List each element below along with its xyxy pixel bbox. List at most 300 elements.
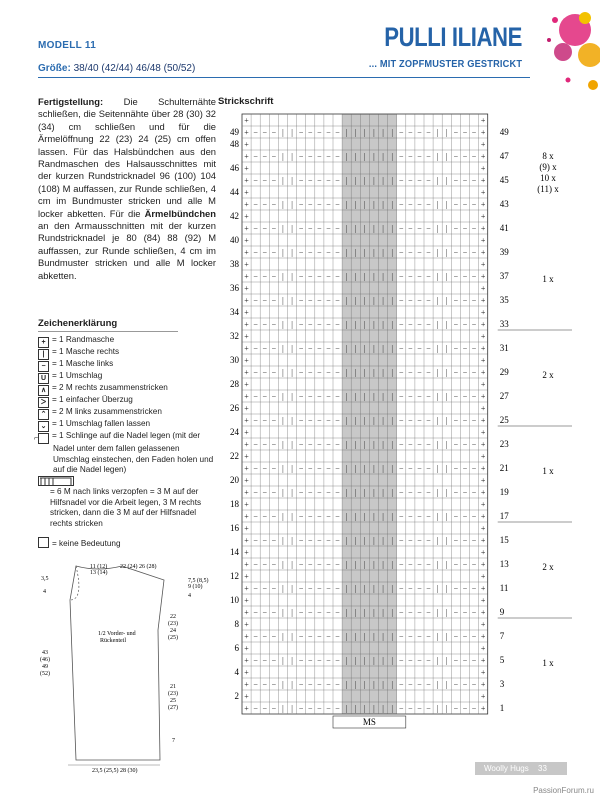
chart-stitch: | — [445, 680, 448, 689]
chart-stitch: + — [244, 176, 249, 185]
chart-stitch: − — [253, 680, 258, 689]
chart-stitch: − — [298, 296, 304, 305]
chart-stitch: | — [282, 368, 284, 377]
chart-stitch: | — [373, 680, 375, 689]
chart-stitch: | — [354, 416, 357, 425]
chart-stitch: − — [453, 152, 459, 161]
chart-stitch: | — [345, 320, 348, 329]
chart-stitch: − — [271, 152, 277, 161]
chart-stitch: − — [271, 320, 277, 329]
chart-stitch: | — [373, 392, 375, 401]
chart-stitch: | — [291, 272, 293, 281]
chart-stitch: − — [408, 632, 413, 641]
chart-stitch: − — [453, 632, 459, 641]
chart-stitch: | — [382, 392, 384, 401]
repeat-label: 1 x — [542, 658, 554, 668]
chart-stitch: − — [335, 632, 340, 641]
chart-stitch: − — [417, 176, 422, 185]
chart-stitch: − — [408, 680, 413, 689]
chart-stitch: + — [480, 680, 486, 689]
chart-stitch: − — [462, 200, 468, 209]
chart-stitch: | — [364, 272, 366, 281]
schematic-right-4: 4 — [188, 593, 191, 599]
chart-stitch: | — [291, 200, 293, 209]
chart-stitch: | — [436, 176, 439, 185]
chart-stitch: | — [354, 704, 357, 713]
chart-stitch: − — [298, 608, 304, 617]
chart-stitch: − — [398, 680, 404, 689]
chart-stitch: | — [373, 416, 375, 425]
yarn-over-icon: U — [38, 373, 49, 384]
chart-stitch: | — [345, 344, 348, 353]
chart-stitch: − — [326, 512, 331, 521]
chart-stitch: − — [262, 344, 268, 353]
chart-stitch: | — [373, 632, 375, 641]
chart-row-label-right: 49 — [499, 127, 509, 137]
chart-stitch: − — [298, 512, 304, 521]
chart-stitch: + — [480, 260, 486, 269]
chart-row-label-right: 11 — [499, 583, 509, 593]
chart-stitch: | — [382, 632, 384, 641]
chart-stitch: + — [244, 128, 249, 137]
chart-stitch: − — [398, 248, 404, 257]
chart-stitch: − — [271, 632, 277, 641]
chart-stitch: − — [426, 320, 431, 329]
chart-stitch: − — [317, 392, 322, 401]
chart-stitch: | — [382, 608, 384, 617]
chart-stitch: − — [307, 296, 313, 305]
chart-stitch: + — [244, 416, 249, 425]
chart-stitch: | — [436, 416, 439, 425]
chart-stitch: | — [445, 296, 448, 305]
chart-stitch: − — [453, 584, 459, 593]
chart-stitch: | — [364, 128, 366, 137]
chart-stitch: + — [480, 644, 486, 653]
chart-stitch: + — [244, 464, 249, 473]
chart-stitch: − — [471, 488, 477, 497]
chart-stitch: − — [417, 464, 422, 473]
chart-stitch: + — [244, 284, 249, 293]
size-label: Größe: — [38, 63, 71, 74]
knitting-chart — [218, 110, 574, 735]
chart-stitch: | — [364, 152, 366, 161]
chart-stitch: − — [262, 200, 268, 209]
chart-stitch: − — [462, 416, 468, 425]
chart-stitch: − — [462, 272, 468, 281]
chart-stitch: | — [382, 584, 384, 593]
chart-stitch: − — [307, 464, 313, 473]
chart-stitch: | — [291, 512, 293, 521]
chart-stitch: + — [244, 332, 249, 341]
legend-item: ᐳ = 1 einfacher Überzug — [38, 395, 216, 408]
chart-stitch: − — [271, 224, 277, 233]
chart-stitch: − — [317, 128, 322, 137]
slip-over-icon: ᐳ — [38, 397, 49, 408]
chart-stitch: − — [253, 320, 258, 329]
chart-stitch: + — [244, 692, 249, 701]
chart-stitch: − — [453, 680, 459, 689]
chart-stitch: − — [307, 536, 313, 545]
chart-stitch: | — [282, 584, 284, 593]
chart-stitch: − — [426, 536, 431, 545]
chart-stitch: − — [253, 608, 258, 617]
chart-stitch: | — [436, 368, 439, 377]
schematic-left-4: 4 — [43, 589, 46, 595]
chart-stitch: | — [436, 224, 439, 233]
chart-stitch: − — [307, 608, 313, 617]
watermark: PassionForum.ru — [533, 786, 594, 795]
chart-row-label-left: 12 — [230, 571, 239, 581]
chart-stitch: − — [426, 464, 431, 473]
chart-stitch: + — [244, 248, 249, 257]
chart-stitch: − — [471, 200, 477, 209]
chart-stitch: − — [317, 200, 322, 209]
chart-stitch: − — [408, 464, 413, 473]
chart-stitch: − — [307, 632, 313, 641]
chart-stitch: + — [244, 380, 249, 389]
chart-stitch: + — [244, 524, 249, 533]
chart-stitch: − — [453, 320, 459, 329]
chart-stitch: − — [307, 440, 313, 449]
chart-stitch: | — [373, 128, 375, 137]
chart-stitch: − — [453, 704, 459, 713]
chart-stitch: − — [426, 200, 431, 209]
chart-row-label-left: 20 — [230, 475, 239, 485]
chart-stitch: | — [282, 704, 284, 713]
chart-stitch: | — [391, 608, 393, 617]
chart-stitch: − — [317, 320, 322, 329]
chart-stitch: − — [326, 608, 331, 617]
chart-stitch: − — [326, 584, 331, 593]
chart-stitch: − — [271, 608, 277, 617]
chart-stitch: − — [471, 584, 477, 593]
chart-stitch: − — [462, 512, 468, 521]
chart-stitch: − — [326, 320, 331, 329]
chart-stitch: + — [480, 500, 486, 509]
chart-stitch: − — [398, 464, 404, 473]
chart-stitch: | — [364, 512, 366, 521]
pattern-title: PULLI ILIANE — [384, 22, 522, 52]
chart-stitch: + — [480, 668, 486, 677]
chart-stitch: − — [307, 656, 313, 665]
chart-stitch: − — [408, 440, 413, 449]
chart-stitch: | — [445, 224, 448, 233]
chart-stitch: | — [373, 152, 375, 161]
chart-stitch: − — [408, 200, 413, 209]
chart-stitch: − — [417, 680, 422, 689]
chart-stitch: | — [354, 464, 357, 473]
chart-stitch: − — [262, 704, 268, 713]
chart-stitch: − — [426, 512, 431, 521]
chart-stitch: + — [480, 296, 486, 305]
chart-stitch: − — [326, 464, 331, 473]
chart-stitch: | — [282, 440, 284, 449]
chart-stitch: | — [373, 440, 375, 449]
chart-stitch: − — [335, 440, 340, 449]
chart-stitch: | — [345, 248, 348, 257]
chart-stitch: + — [480, 476, 486, 485]
chart-stitch: − — [307, 224, 313, 233]
chart-stitch: − — [317, 632, 322, 641]
chart-stitch: | — [373, 608, 375, 617]
chart-stitch: − — [326, 368, 331, 377]
finishing-title: Fertigstellung: — [38, 96, 104, 107]
chart-stitch: − — [417, 632, 422, 641]
chart-stitch: − — [335, 584, 340, 593]
chart-stitch: + — [480, 320, 486, 329]
chart-stitch: − — [453, 344, 459, 353]
chart-stitch: − — [462, 248, 468, 257]
legend-item: ⌐ = 1 Schlinge auf die Nadel legen (mit der Nadel unter dem fallen gelassenen Umschlag einstechen, den Faden holen und auf die Nadel legen) — [33, 431, 214, 474]
chart-stitch: − — [453, 176, 459, 185]
chart-stitch: | — [445, 632, 448, 641]
chart-stitch: | — [364, 344, 366, 353]
chart-stitch: | — [354, 152, 357, 161]
chart-stitch: | — [364, 656, 366, 665]
chart-stitch: − — [271, 536, 277, 545]
chart-stitch: | — [354, 272, 357, 281]
chart-stitch: | — [291, 392, 293, 401]
chart-stitch: − — [417, 560, 422, 569]
repeat-label: 10 x — [540, 173, 556, 183]
chart-stitch: | — [345, 536, 348, 545]
legend-item: − = 1 Masche links — [38, 359, 216, 372]
chart-stitch: + — [480, 512, 486, 521]
purl-stitch-icon: − — [38, 361, 49, 372]
chart-stitch: − — [298, 488, 304, 497]
k2tog-icon: ∧ — [38, 385, 49, 396]
chart-row-label-right: 13 — [499, 559, 509, 569]
chart-stitch: + — [480, 176, 486, 185]
legend-divider — [38, 331, 178, 332]
chart-stitch: − — [317, 560, 322, 569]
chart-stitch: | — [382, 368, 384, 377]
chart-row-label-right: 27 — [499, 391, 509, 401]
chart-stitch: + — [244, 668, 249, 677]
chart-stitch: − — [417, 272, 422, 281]
chart-stitch: | — [373, 296, 375, 305]
chart-stitch: − — [462, 464, 468, 473]
chart-stitch: − — [307, 488, 313, 497]
chart-stitch: | — [391, 512, 393, 521]
chart-stitch: − — [262, 464, 268, 473]
chart-stitch: − — [326, 224, 331, 233]
repeat-label: (9) x — [539, 162, 557, 172]
chart-stitch: | — [345, 464, 348, 473]
chart-stitch: | — [382, 488, 384, 497]
chart-stitch: − — [253, 248, 258, 257]
chart-stitch: | — [445, 200, 448, 209]
chart-stitch: | — [354, 296, 357, 305]
chart-stitch: | — [291, 464, 293, 473]
chart-stitch: − — [326, 632, 331, 641]
chart-row-label-right: 47 — [499, 151, 509, 161]
drop-yo-icon: ⌄ — [38, 421, 49, 432]
chart-stitch: | — [373, 224, 375, 233]
loop-icon: ⌐ — [38, 433, 49, 444]
chart-stitch: | — [391, 344, 393, 353]
chart-stitch: − — [398, 704, 404, 713]
chart-stitch: − — [398, 176, 404, 185]
chart-stitch: | — [445, 536, 448, 545]
chart-stitch: − — [317, 488, 322, 497]
chart-row-label-left: 30 — [230, 355, 239, 365]
chart-stitch: − — [426, 176, 431, 185]
chart-stitch: − — [462, 152, 468, 161]
chart-stitch: + — [480, 248, 486, 257]
chart-stitch: − — [262, 536, 268, 545]
chart-stitch: − — [408, 320, 413, 329]
chart-stitch: | — [391, 392, 393, 401]
chart-stitch: | — [354, 344, 357, 353]
chart-stitch: − — [408, 152, 413, 161]
chart-stitch: − — [262, 440, 268, 449]
chart-stitch: − — [453, 368, 459, 377]
chart-stitch: + — [480, 488, 486, 497]
chart-stitch: + — [244, 596, 249, 605]
chart-row-label-right: 7 — [499, 631, 505, 641]
chart-stitch: | — [364, 464, 366, 473]
chart-stitch: − — [471, 224, 477, 233]
chart-stitch: | — [436, 200, 439, 209]
chart-stitch: + — [244, 236, 249, 245]
chart-stitch: | — [373, 488, 375, 497]
chart-stitch: − — [271, 560, 277, 569]
chart-stitch: − — [317, 176, 322, 185]
chart-stitch: | — [436, 128, 439, 137]
chart-row-label-left: 48 — [230, 139, 239, 149]
chart-stitch: | — [345, 368, 348, 377]
chart-stitch: + — [480, 368, 486, 377]
legend-item: ∧ = 2 M rechts zusammenstricken — [38, 383, 216, 396]
chart-stitch: − — [335, 512, 340, 521]
chart-stitch: | — [282, 680, 284, 689]
chart-row-label-right: 19 — [499, 487, 509, 497]
chart-stitch: + — [244, 152, 249, 161]
chart-stitch: − — [298, 416, 304, 425]
chart-stitch: + — [244, 308, 249, 317]
chart-stitch: + — [480, 620, 486, 629]
chart-stitch: − — [426, 656, 431, 665]
chart-stitch: + — [244, 476, 249, 485]
chart-stitch: + — [244, 644, 249, 653]
chart-row-label-right: 25 — [499, 415, 509, 425]
chart-stitch: | — [373, 584, 375, 593]
chart-stitch: − — [398, 536, 404, 545]
chart-stitch: | — [282, 656, 284, 665]
chart-stitch: − — [398, 152, 404, 161]
chart-stitch: | — [345, 512, 348, 521]
chart-stitch: | — [436, 296, 439, 305]
chart-stitch: | — [436, 320, 439, 329]
chart-stitch: − — [426, 680, 431, 689]
chart-stitch: | — [382, 272, 384, 281]
chart-stitch: | — [445, 464, 448, 473]
chart-stitch: − — [426, 368, 431, 377]
repeat-label: 2 x — [542, 370, 554, 380]
chart-stitch: | — [373, 368, 375, 377]
chart-stitch: + — [480, 308, 486, 317]
chart-stitch: | — [291, 560, 293, 569]
chart-stitch: − — [417, 320, 422, 329]
chart-stitch: − — [462, 440, 468, 449]
chart-stitch: − — [326, 560, 331, 569]
chart-stitch: − — [298, 680, 304, 689]
chart-stitch: | — [364, 440, 366, 449]
chart-stitch: − — [453, 272, 459, 281]
chart-row-label-right: 29 — [499, 367, 509, 377]
chart-stitch: − — [298, 368, 304, 377]
chart-stitch: − — [262, 632, 268, 641]
chart-stitch: − — [307, 392, 313, 401]
chart-stitch: − — [453, 464, 459, 473]
chart-stitch: + — [244, 680, 249, 689]
chart-row-label-left: 44 — [230, 187, 239, 197]
chart-stitch: − — [317, 296, 322, 305]
chart-stitch: | — [373, 272, 375, 281]
chart-stitch: | — [445, 128, 448, 137]
chart-stitch: − — [271, 488, 277, 497]
chart-stitch: | — [373, 200, 375, 209]
chart-stitch: − — [307, 704, 313, 713]
chart-stitch: | — [282, 536, 284, 545]
chart-stitch: | — [354, 224, 357, 233]
chart-stitch: | — [436, 464, 439, 473]
chart-stitch: | — [354, 440, 357, 449]
chart-stitch: − — [398, 560, 404, 569]
chart-row-label-left: 28 — [230, 379, 239, 389]
chart-stitch: | — [345, 272, 348, 281]
chart-stitch: − — [335, 488, 340, 497]
chart-stitch: − — [471, 248, 477, 257]
chart-stitch: − — [335, 368, 340, 377]
chart-stitch: − — [335, 128, 340, 137]
chart-row-label-left: 36 — [230, 283, 239, 293]
chart-stitch: | — [364, 704, 366, 713]
chart-stitch: + — [244, 512, 249, 521]
chart-stitch: − — [271, 344, 277, 353]
chart-stitch: − — [398, 416, 404, 425]
chart-stitch: − — [408, 296, 413, 305]
chart-row-label-right: 17 — [499, 511, 509, 521]
chart-stitch: | — [364, 200, 366, 209]
chart-stitch: − — [408, 176, 413, 185]
chart-stitch: − — [462, 296, 468, 305]
chart-stitch: − — [253, 224, 258, 233]
chart-stitch: | — [445, 584, 448, 593]
chart-stitch: − — [398, 584, 404, 593]
chart-stitch: − — [471, 608, 477, 617]
chart-stitch: − — [298, 128, 304, 137]
chart-stitch: + — [244, 608, 249, 617]
chart-stitch: | — [436, 680, 439, 689]
finishing-instructions — [38, 96, 216, 282]
chart-stitch: | — [445, 560, 448, 569]
chart-stitch: − — [408, 224, 413, 233]
chart-stitch: − — [298, 272, 304, 281]
chart-stitch: − — [426, 152, 431, 161]
chart-stitch: − — [398, 368, 404, 377]
chart-row-label-left: 42 — [230, 211, 239, 221]
chart-stitch: − — [408, 608, 413, 617]
chart-stitch: + — [244, 164, 249, 173]
chart-stitch: − — [398, 632, 404, 641]
chart-stitch: − — [453, 128, 459, 137]
chart-stitch: − — [335, 176, 340, 185]
chart-stitch: + — [244, 488, 249, 497]
chart-stitch: − — [417, 440, 422, 449]
chart-stitch: − — [271, 464, 277, 473]
